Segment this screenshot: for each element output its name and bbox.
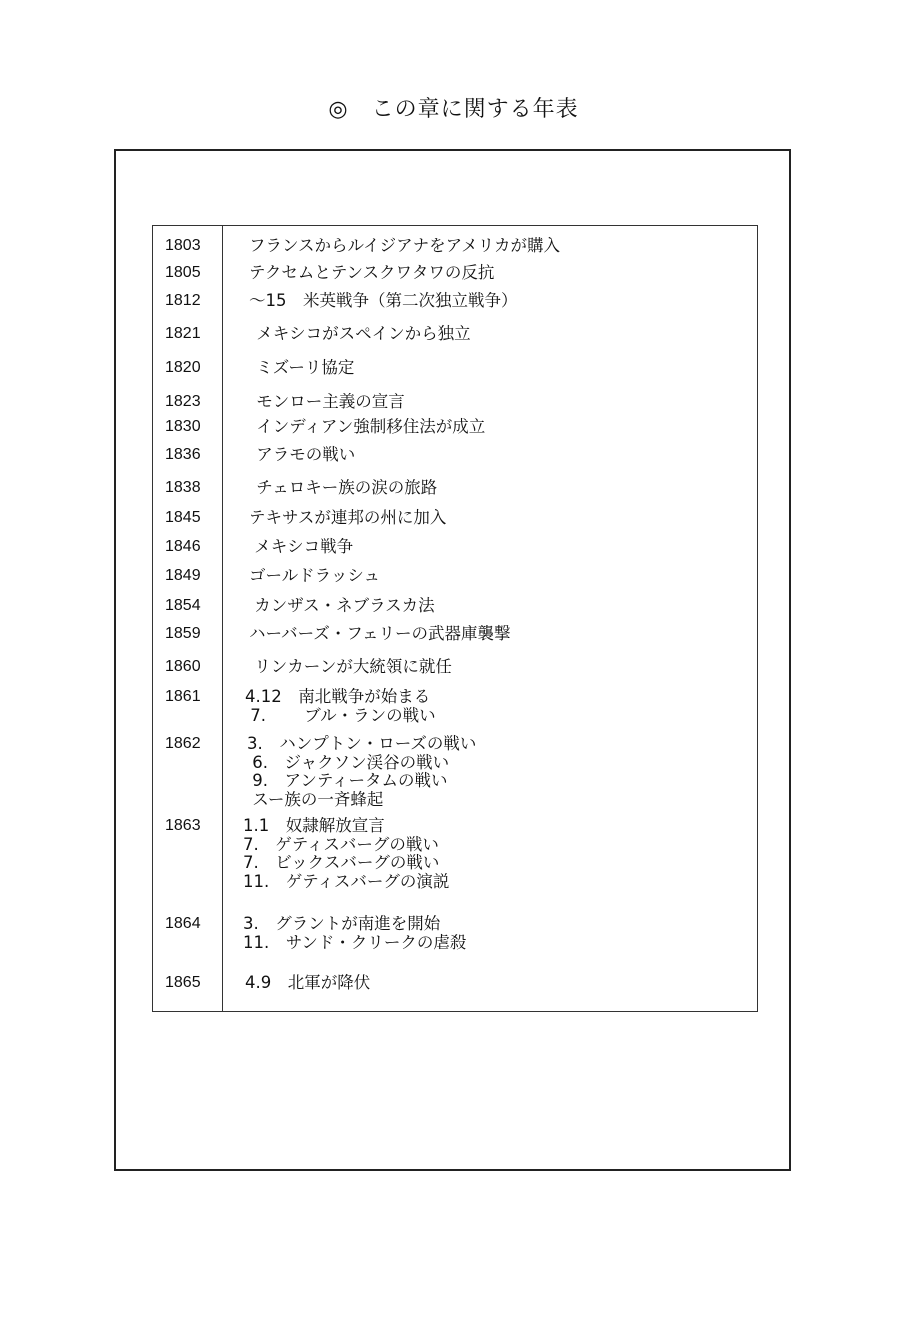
event-cell (249, 658, 749, 677)
year-cell: 1860 (165, 658, 201, 675)
year-cell: 1854 (165, 597, 201, 614)
year-cell: 1812 (165, 292, 201, 309)
event-cell (251, 359, 751, 378)
event-cell (243, 915, 743, 952)
event-cell (245, 688, 745, 725)
event-text: フランスからルイジアナをアメリカが購入 (249, 236, 561, 255)
event-cell (251, 446, 751, 465)
event-text: 3. ハンプトン・ローズの戦い (247, 734, 477, 753)
event-text: メキシコ戦争 (249, 537, 354, 556)
event-text: 9. アンティータムの戦い (247, 771, 448, 790)
event-text: カンザス・ネブラスカ法 (249, 596, 435, 615)
year-cell: 1859 (165, 625, 201, 642)
event-text: リンカーンが大統領に就任 (249, 657, 452, 676)
event-cell (249, 567, 749, 586)
timeline-table (152, 225, 758, 1012)
event-cell (249, 597, 749, 616)
page-title: ◎ この章に関する年表 (328, 97, 579, 122)
year-cell: 1865 (165, 974, 201, 991)
year-cell: 1863 (165, 817, 201, 834)
event-cell (251, 418, 751, 437)
event-cell (251, 393, 751, 412)
year-cell: 1821 (165, 325, 201, 342)
event-text: 7. ブル・ランの戦い (245, 705, 436, 725)
year-cell: 1838 (165, 479, 201, 496)
event-text: スー族の一斉蜂起 (247, 789, 384, 809)
event-cell (245, 974, 745, 993)
event-text: ～15 米英戦争（第二次独立戦争） (249, 291, 518, 310)
event-text: ゴールドラッシュ (249, 566, 381, 585)
event-cell (249, 509, 749, 528)
event-text: メキシコがスペインから独立 (251, 324, 471, 343)
event-text: 4.9 北軍が降伏 (245, 973, 371, 992)
event-text: チェロキー族の涙の旅路 (251, 478, 438, 497)
event-text: アラモの戦い (251, 445, 356, 464)
event-cell (249, 625, 749, 644)
event-text: ハーバーズ・フェリーの武器庫襲撃 (249, 624, 511, 643)
event-cell (249, 292, 749, 311)
event-text: 3. グラントが南進を開始 (243, 914, 441, 933)
event-text: インディアン強制移住法が成立 (251, 417, 486, 436)
event-text: 7. ゲティスバーグの戦い (243, 834, 439, 854)
year-cell: 1823 (165, 393, 201, 410)
event-text: ミズーリ協定 (251, 358, 355, 377)
event-text: 11. サンド・クリークの虐殺 (243, 932, 467, 952)
event-text: 11. ゲティスバーグの演説 (243, 871, 450, 891)
event-cell (247, 735, 747, 809)
event-text: 4.12 南北戦争が始まる (245, 687, 431, 706)
year-cell: 1849 (165, 567, 201, 584)
event-text: 6. ジャクソン渓谷の戦い (247, 752, 450, 772)
column-divider (222, 226, 223, 1011)
year-cell: 1820 (165, 359, 201, 376)
year-cell: 1846 (165, 538, 201, 555)
year-cell: 1862 (165, 735, 201, 752)
event-cell (251, 479, 751, 498)
event-cell (251, 325, 751, 344)
year-cell: 1803 (165, 237, 201, 254)
year-cell: 1836 (165, 446, 201, 463)
event-cell (249, 264, 749, 283)
event-cell (249, 538, 749, 557)
event-text: モンロー主義の宣言 (251, 392, 405, 411)
event-cell (243, 817, 743, 891)
year-cell: 1830 (165, 418, 201, 435)
event-cell (249, 237, 749, 256)
event-text: テキサスが連邦の州に加入 (249, 508, 447, 527)
year-cell: 1845 (165, 509, 201, 526)
event-text: 7. ビックスバーグの戦い (243, 853, 440, 872)
event-text: 1.1 奴隷解放宣言 (243, 816, 385, 835)
year-cell: 1805 (165, 264, 201, 281)
year-cell: 1864 (165, 915, 201, 932)
event-text: テクセムとテンスクワタワの反抗 (249, 263, 495, 282)
year-cell: 1861 (165, 688, 201, 705)
